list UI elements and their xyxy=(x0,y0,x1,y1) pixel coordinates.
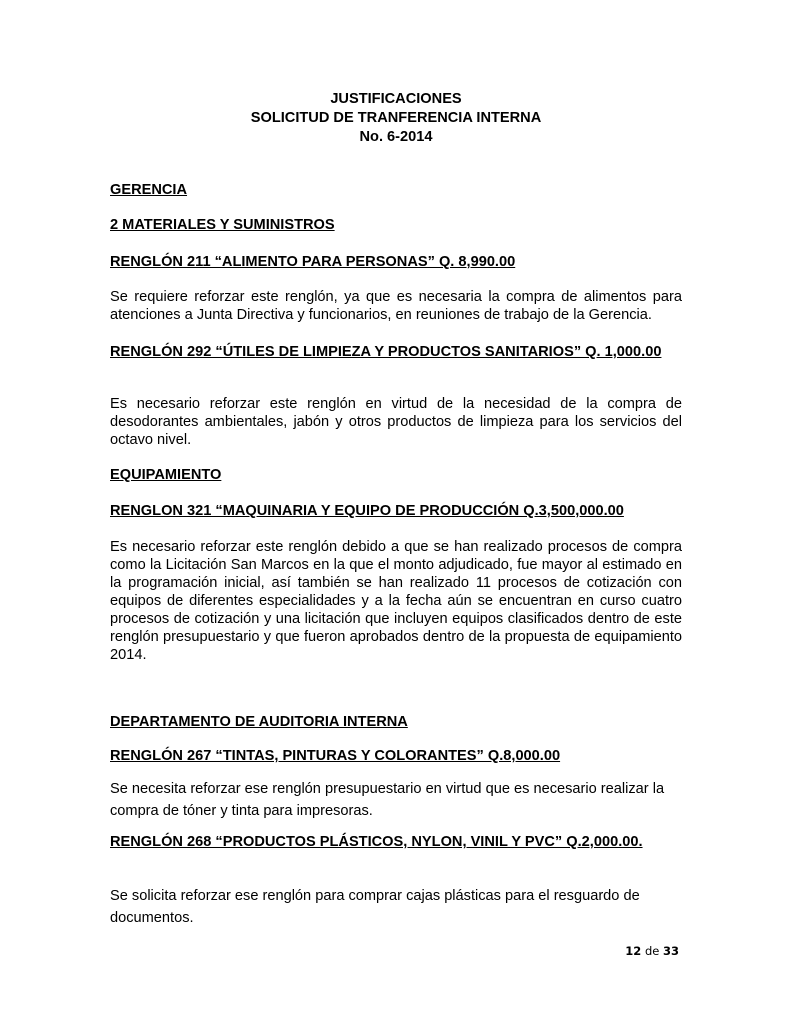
renglon-268-text: Se solicita reforzar ese renglón para comprar cajas plásticas para el resguardo de documentos. xyxy=(110,888,640,926)
renglon-268-heading: RENGLÓN 268 “PRODUCTOS PLÁSTICOS, NYLON, VINIL Y PVC” Q.2,000.00. xyxy=(110,834,643,850)
section-heading-gerencia: GERENCIA xyxy=(110,182,188,198)
renglon-321-text: Es necesario reforzar este renglón debido a que se han realizado procesos de compra como la Licitación San Marcos en la que el monto adjudicado, fue mayor al estimado en la programación inicial, así también se han realizado 11 procesos de cotización con equipos de diferentes especialidades y a la fecha aún se encuentran en curso cuatro procesos de cotización y una licitación que incluyen equipos clasificados dentro de este renglón presupuestario y que fueron aprobados dentro de la propuesta de equipamiento 2014. xyxy=(110,539,682,663)
title-line-number: No. 6-2014 xyxy=(359,129,433,145)
renglon-321-heading: RENGLON 321 “MAQUINARIA Y EQUIPO DE PRODUCCIÓN Q.3,500,000.00 xyxy=(110,503,624,519)
total-pages-number: 33 xyxy=(662,944,679,958)
page-separator: de xyxy=(644,944,660,958)
section-heading-auditoria: DEPARTAMENTO DE AUDITORIA INTERNA xyxy=(110,714,408,730)
renglon-292-heading: RENGLÓN 292 “ÚTILES DE LIMPIEZA Y PRODUCTOS SANITARIOS” Q. 1,000.00 xyxy=(110,344,662,360)
section-heading-materiales: 2 MATERIALES Y SUMINISTROS xyxy=(110,217,335,233)
renglon-292-text: Es necesario reforzar este renglón en virtud de la necesidad de la compra de desodorantes ambientales, jabón y otros productos de limpieza para los servicios del octavo nivel. xyxy=(110,396,682,448)
renglon-211-heading: RENGLÓN 211 “ALIMENTO PARA PERSONAS” Q. 8,990.00 xyxy=(110,254,516,270)
renglon-267-heading: RENGLÓN 267 “TINTAS, PINTURAS Y COLORANTES” Q.8,000.00 xyxy=(110,748,561,764)
title-line-justificaciones: JUSTIFICACIONES xyxy=(330,91,462,107)
page-number-footer xyxy=(625,944,679,958)
renglon-211-text: Se requiere reforzar este renglón, ya que es necesaria la compra de alimentos para atenciones a Junta Directiva y funcionarios, en reuniones de trabajo de la Gerencia. xyxy=(110,289,682,323)
renglon-267-text: Se necesita reforzar ese renglón presupuestario en virtud que es necesario realizar la compra de tóner y tinta para impresoras. xyxy=(110,781,665,819)
title-line-solicitud: SOLICITUD DE TRANFERENCIA INTERNA xyxy=(250,110,542,126)
section-heading-equipamiento: EQUIPAMIENTO xyxy=(110,467,222,483)
current-page-number: 12 xyxy=(625,944,642,958)
document-title-block xyxy=(110,90,682,147)
